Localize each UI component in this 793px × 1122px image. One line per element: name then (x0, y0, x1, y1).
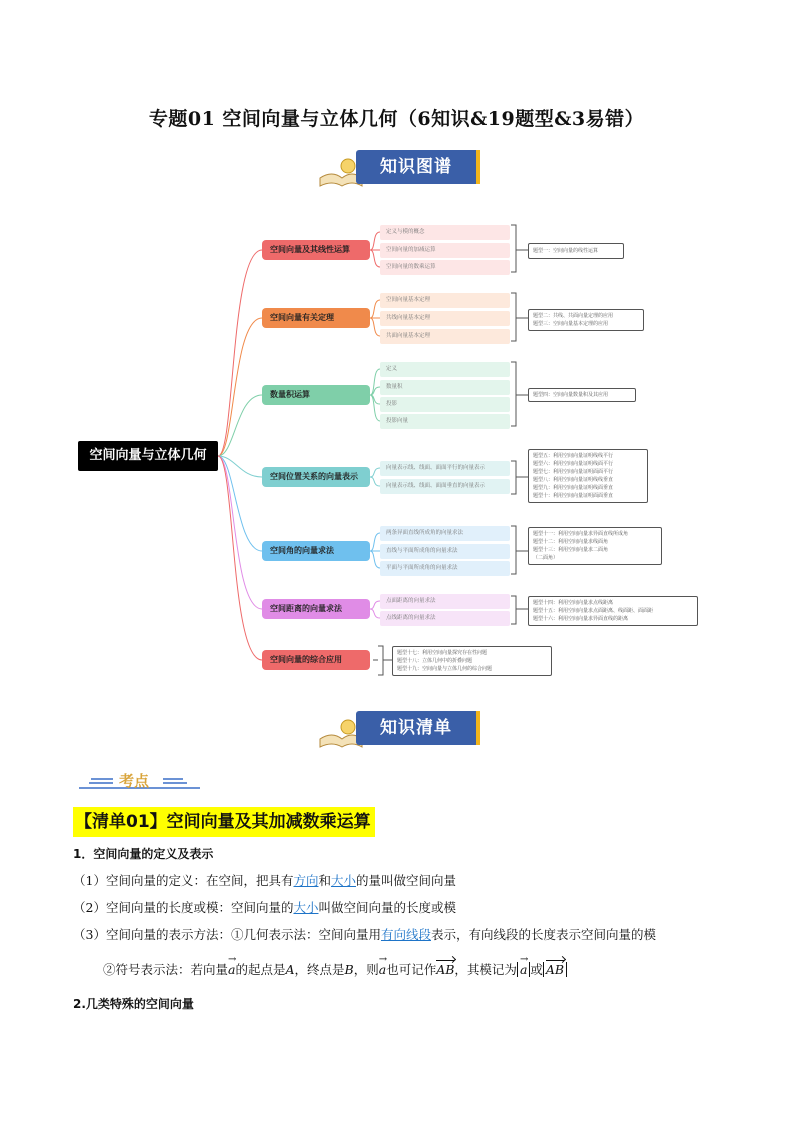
leaf-node: 投影向量 (380, 414, 510, 429)
question-type-box: 题型一：空间向量的线性运算 (528, 243, 624, 259)
leaf-node: 共线向量基本定理 (380, 311, 510, 326)
leaf-node: 投影 (380, 397, 510, 412)
question-type-box: 题型十七：利用空间向量探究存在性问题 题型十八：立体几何中的折叠问题 题型十九：空间向量与立体几何的综合问题 (392, 646, 552, 676)
leaf-node: 直线与平面所成角的向量求法 (380, 544, 510, 559)
page-title: 专题01 空间向量与立体几何（6知识&19题型&3易错） (148, 108, 645, 130)
section-heading: 【清单01】空间向量及其加减数乘运算 (73, 807, 375, 837)
leaf-node: 共面向量基本定理 (380, 329, 510, 344)
question-type-box: 题型四：空间向量数量积及其应用 (528, 388, 636, 402)
branch-node: 空间向量及其线性运算 (262, 240, 370, 260)
leaf-node: 点线距离的向量求法 (380, 611, 510, 626)
question-type-box: 题型五：利用空间向量证明线线平行 题型六：利用空间向量证明线面平行 题型七：利用空间向量证明面面平行 题型八：利用空间向量证明线线垂直 题型九：利用空间向量证明线面垂直 题型十：利用空间向量证明面面垂直 (528, 449, 648, 503)
branch-node: 数量积运算 (262, 385, 370, 405)
branch-node: 空间向量有关定理 (262, 308, 370, 328)
subsection-title: 2.几类特殊的空间向量 (73, 997, 194, 1011)
question-type-box: 题型十四：利用空间向量求点线距离 题型十五：利用空间向量求点面距离、线面距、面面距 题型十六：利用空间向量求异面直线的距离 (528, 596, 698, 626)
branch-node: 空间位置关系的向量表示 (262, 467, 370, 487)
mindmap-root: 空间向量与立体几何 (78, 441, 218, 471)
branch-node: 空间距离的向量求法 (262, 599, 370, 619)
branch-node: 空间角的向量求法 (262, 541, 370, 561)
leaf-node: 定义与模的概念 (380, 225, 510, 240)
question-type-box: 题型二：共线、共面向量定理的应用 题型三：空间向量基本定理的应用 (528, 309, 644, 331)
paragraph-length: （2）空间向量的长度或模：空间向量的大小叫做空间向量的长度或模 (73, 900, 456, 915)
leaf-node: 空间向量的加减运算 (380, 243, 510, 258)
leaf-node: 向量表示线、线面、面面垂直的向量表示 (380, 479, 510, 494)
banner-knowledge-list (318, 707, 478, 751)
leaf-node: 定义 (380, 362, 510, 377)
paragraph-definition: （1）空间向量的定义：在空间，把具有方向和大小的量叫做空间向量 (73, 873, 457, 888)
leaf-node: 空间向量基本定理 (380, 293, 510, 308)
question-type-box: 题型十一：利用空间向量求异面直线所成角 题型十二：利用空间向量求线面角 题型十三：利用空间向量求二面角 （二面角） (528, 527, 662, 565)
subsection-title: 1．空间向量的定义及表示 (73, 847, 214, 861)
leaf-node: 平面与平面所成角的向量求法 (380, 561, 510, 576)
leaf-node: 数量积 (380, 380, 510, 395)
leaf-node: 两条异面直线所成角的向量求法 (380, 526, 510, 541)
banner-label: 知识图谱 (356, 150, 476, 184)
kaodian-text: 考点 (119, 772, 150, 790)
branch-node: 空间向量的综合应用 (262, 650, 370, 670)
leaf-node: 向量表示线、线面、面面平行的向量表示 (380, 461, 510, 476)
paragraph-representation: （3）空间向量的表示方法：①几何表示法：空间向量用有向线段表示，有向线段的长度表示空间向量的模 (73, 927, 656, 942)
leaf-node: 点面距离的向量求法 (380, 594, 510, 609)
kaodian-label (77, 771, 202, 793)
leaf-node: 空间向量的数乘运算 (380, 260, 510, 275)
paragraph-symbolic: ②符号表示法：若向量→ a的起点是A，终点是B，则→ a也可记作AB，其模记为→ a 或 AB (103, 962, 567, 978)
banner-label: 知识清单 (356, 711, 476, 745)
